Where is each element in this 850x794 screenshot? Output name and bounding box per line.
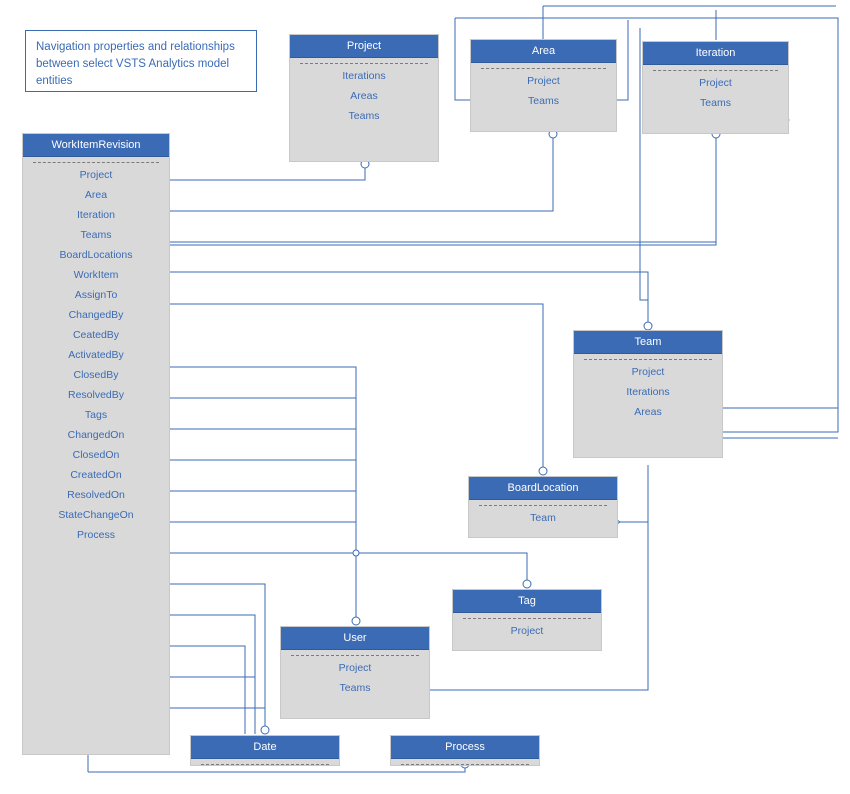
entity-property[interactable]: CreatedOn	[70, 469, 122, 481]
entity-property[interactable]: Project	[699, 77, 732, 89]
entity-project[interactable]	[289, 34, 439, 162]
entity-user[interactable]	[280, 626, 430, 719]
entity-property[interactable]: Teams	[339, 682, 371, 694]
entity-property[interactable]: CeatedBy	[72, 329, 120, 341]
entity-property[interactable]: Iteration	[77, 209, 115, 221]
entity-property[interactable]: Team	[530, 512, 556, 524]
entity-property[interactable]: Teams	[528, 95, 559, 107]
diagram-note: Navigation properties and relationships between select VSTS Analytics model entities	[25, 30, 257, 92]
entity-property[interactable]: AssignTo	[74, 289, 118, 301]
entity-property[interactable]: ResolvedBy	[67, 389, 125, 401]
entity-properties	[471, 69, 616, 117]
entity-property[interactable]: StateChangeOn	[58, 509, 134, 521]
entity-title: BoardLocation	[469, 477, 617, 500]
entity-divider	[201, 764, 329, 765]
entity-property[interactable]: Project	[527, 75, 560, 87]
entity-property[interactable]: Areas	[634, 406, 662, 418]
entity-property[interactable]: Area	[84, 189, 108, 201]
entity-property[interactable]: Tags	[84, 409, 108, 421]
entity-title: Tag	[453, 590, 601, 613]
entity-property[interactable]: BoardLocations	[59, 249, 133, 261]
entity-iteration[interactable]	[642, 41, 789, 134]
entity-property[interactable]: ClosedOn	[72, 449, 120, 461]
entity-property[interactable]: Teams	[348, 110, 380, 122]
entity-workitemrevision[interactable]	[22, 133, 170, 755]
entity-title: Date	[191, 736, 339, 759]
entity-property[interactable]: ActivatedBy	[68, 349, 124, 361]
entity-title: WorkItemRevision	[23, 134, 169, 157]
entity-property[interactable]: Project	[79, 169, 113, 181]
entity-title: User	[281, 627, 429, 650]
entity-properties	[453, 619, 601, 647]
entity-properties	[290, 64, 438, 132]
entity-property[interactable]: Teams	[700, 97, 731, 109]
entity-property[interactable]: WorkItem	[73, 269, 119, 281]
entity-property[interactable]: Areas	[350, 90, 378, 102]
entity-title: Team	[574, 331, 722, 354]
entity-properties	[643, 71, 788, 119]
entity-property[interactable]: ChangedOn	[67, 429, 125, 441]
entity-properties	[281, 656, 429, 704]
entity-properties	[23, 163, 169, 551]
entity-tag[interactable]	[452, 589, 602, 651]
entity-process[interactable]	[390, 735, 540, 766]
entity-properties	[574, 360, 722, 428]
entity-team[interactable]	[573, 330, 723, 458]
entity-title: Area	[471, 40, 616, 63]
entity-property[interactable]: ClosedBy	[73, 369, 119, 381]
entity-divider	[401, 764, 529, 765]
entity-property[interactable]: Iterations	[342, 70, 386, 82]
entity-property[interactable]: Teams	[80, 229, 112, 241]
entity-properties	[469, 506, 617, 534]
entity-title: Project	[290, 35, 438, 58]
entity-property[interactable]: ResolvedOn	[67, 489, 125, 501]
entity-property[interactable]: Project	[338, 662, 372, 674]
entity-area[interactable]	[470, 39, 617, 132]
entity-boardlocation[interactable]	[468, 476, 618, 538]
entity-property[interactable]: Process	[77, 529, 115, 541]
entity-property[interactable]: Project	[631, 366, 665, 378]
entity-property[interactable]: Project	[510, 625, 544, 637]
entity-title: Iteration	[643, 42, 788, 65]
entity-date[interactable]	[190, 735, 340, 766]
entity-property[interactable]: Iterations	[626, 386, 670, 398]
entity-title: Process	[391, 736, 539, 759]
entity-property[interactable]: ChangedBy	[68, 309, 124, 321]
